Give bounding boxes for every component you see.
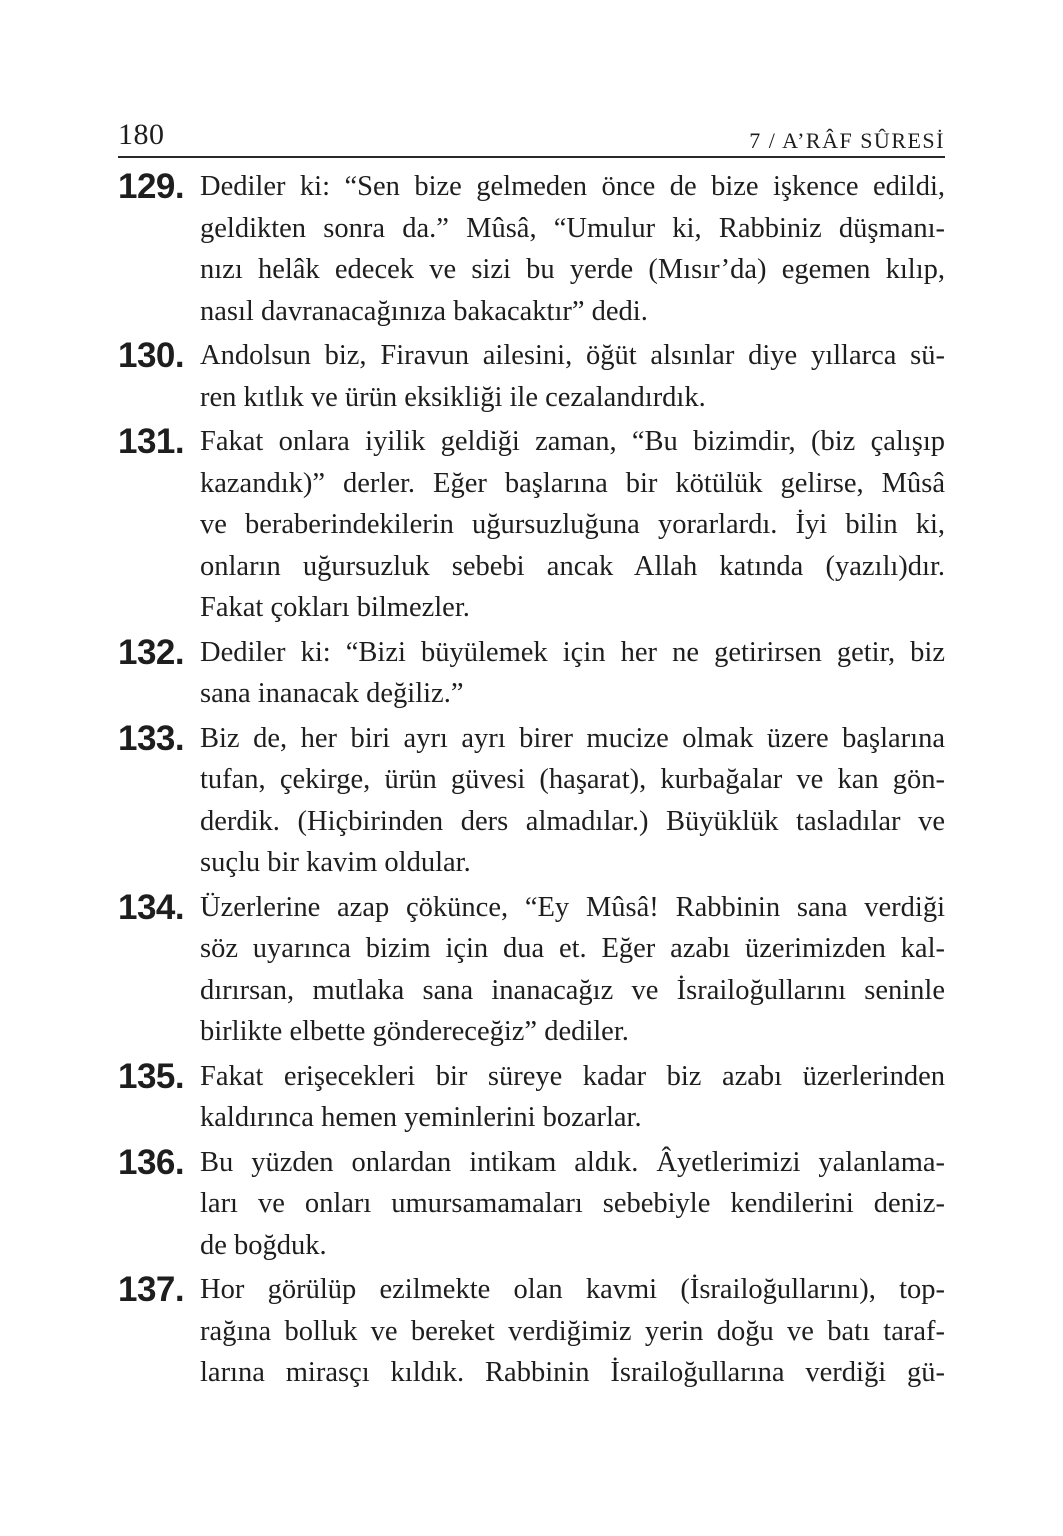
verse (118, 632, 945, 715)
verse-line: söz uyarınca bizim için dua et. Eğer azabı üzerimizden kal- (200, 933, 945, 964)
verse-number: 135. (118, 1056, 185, 1096)
verse-number: 137. (118, 1270, 185, 1309)
verse-line: larına mirasçı kıldık. Rabbinin İsrailoğullarına verdiği gü- (200, 1357, 945, 1388)
verse-line: sana inanacak değiliz.” (200, 678, 464, 709)
verse-line: Dediler ki: “Sen bize gelmeden önce de bize işkence edildi, (200, 171, 945, 202)
verse-number: 133. (118, 718, 185, 758)
verse-line: de boğduk. (200, 1229, 327, 1261)
verse-line: Fakat onlara iyilik geldiği zaman, “Bu bizimdir, (biz çalışıp (200, 426, 945, 457)
verse-text (200, 166, 945, 332)
verse-line: Bu yüzden onlardan intikam aldık. Âyetlerimizi yalanlama- (200, 1146, 945, 1178)
verse-text (200, 632, 945, 715)
verse-line: geldikten sonra da.” Mûsâ, “Umulur ki, Rabbiniz düşmanı- (200, 212, 945, 244)
book-page (118, 112, 945, 1397)
verse-line: birlikte elbette göndereceğiz” dediler. (200, 1016, 629, 1047)
page-header (118, 112, 945, 158)
verse (118, 335, 945, 418)
verse-text (200, 421, 945, 629)
running-head: 7 / A’RÂF SÛRESİ (749, 128, 945, 153)
verse-line: nasıl davranacağınıza bakacaktır” dedi. (200, 295, 648, 327)
verse (118, 718, 945, 884)
verse-number: 129. (118, 167, 185, 206)
verse-line: Dediler ki: “Bizi büyülemek için her ne getirirsen getir, biz (200, 636, 945, 668)
verse-text (200, 718, 945, 884)
verse-number: 130. (118, 336, 185, 375)
verse-line: Hor görülüp ezilmekte olan kavmi (İsrailoğullarını), top- (200, 1274, 945, 1305)
verse-line: Andolsun biz, Firavun ailesini, öğüt alsınlar diye yıllarca sü- (200, 340, 945, 371)
verse-line: kazandık)” derler. Eğer başlarına bir kötülük gelirse, Mûsâ (200, 467, 945, 499)
verse (118, 1269, 945, 1394)
verse-line: derdik. (Hiçbirinden ders almadılar.) Büyüklük tasladılar ve (200, 805, 945, 837)
verse (118, 1056, 945, 1139)
verse-line: nızı helâk edecek ve sizi bu yerde (Mısır’da) egemen kılıp, (200, 254, 945, 285)
verse-number: 131. (118, 422, 185, 461)
page-number: 180 (118, 118, 165, 151)
verse-line: tufan, çekirge, ürün güvesi (haşarat), kurbağalar ve kan gön- (200, 764, 945, 795)
verse-line: Fakat çokları bilmezler. (200, 592, 470, 623)
verse-line: ları ve onları umursamamaları sebebiyle kendilerini deniz- (200, 1188, 945, 1219)
verse-text (200, 335, 945, 418)
verse-line: ve beraberindekilerin uğursuzluğuna yorarlardı. İyi bilin ki, (200, 509, 945, 540)
verse-number: 134. (118, 887, 185, 927)
verse (118, 421, 945, 629)
verse-line: onların uğursuzluk sebebi ancak Allah katında (yazılı)dır. (200, 550, 945, 582)
verse-line: ren kıtlık ve ürün eksikliği ile cezalandırdık. (200, 381, 706, 413)
verse (118, 166, 945, 332)
verse-line: rağına bolluk ve bereket verdiğimiz yerin doğu ve batı taraf- (200, 1315, 945, 1347)
verse-text (200, 1269, 945, 1394)
verse (118, 887, 945, 1053)
verse-text (200, 887, 945, 1053)
verse-text (200, 1056, 945, 1139)
verse-line: kaldırınca hemen yeminlerini bozarlar. (200, 1102, 642, 1133)
verse (118, 1142, 945, 1267)
verse-list (118, 166, 945, 1394)
verse-line: dırırsan, mutlaka sana inanacağız ve İsrailoğullarını seninle (200, 974, 945, 1006)
verse-text (200, 1142, 945, 1267)
verse-number: 132. (118, 632, 185, 672)
verse-line: Üzerlerine azap çökünce, “Ey Mûsâ! Rabbinin sana verdiği (200, 891, 945, 923)
verse-line: suçlu bir kavim oldular. (200, 847, 471, 878)
verse-line: Biz de, her biri ayrı ayrı birer mucize olmak üzere başlarına (200, 722, 945, 754)
verse-line: Fakat erişecekleri bir süreye kadar biz azabı üzerlerinden (200, 1060, 945, 1092)
verse-number: 136. (118, 1142, 185, 1182)
